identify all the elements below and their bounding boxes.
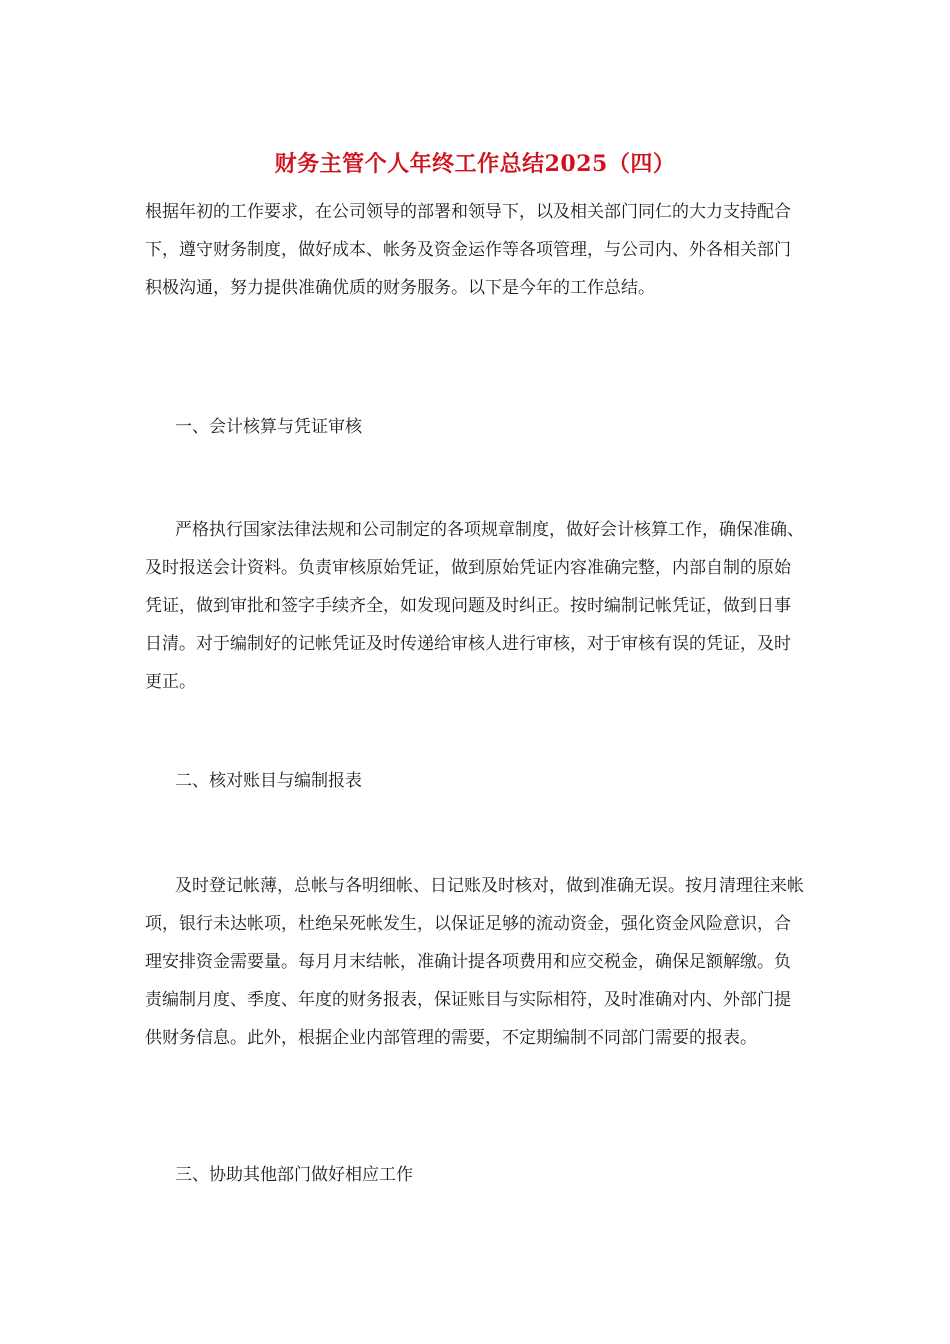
section-body-1: 严格执行国家法律法规和公司制定的各项规章制度，做好会计核算工作，确保准确、及时报送会计资料。负责审核原始凭证，做到原始凭证内容准确完整，内部自制的原始凭证，做到审批和签字手续齐全，如发现问题及时纠正。按时编制记帐凭证，做到日事日清。对于编制好的记帐凭证及时传递给审核人进行审核，对于审核有误的凭证，及时更正。 (145, 520, 804, 692)
section-heading-2: 二、核对账目与编制报表 (175, 771, 362, 791)
section-body-2: 及时登记帐薄，总帐与各明细帐、日记账及时核对，做到准确无误。按月清理往来帐项，银行未达帐项，杜绝呆死帐发生，以保证足够的流动资金，强化资金风险意识，合理安排资金需要量。每月月末结帐，准确计提各项费用和应交税金，确保足额解缴。负责编制月度、季度、年度的财务报表，保证账目与实际相符，及时准确对内、外部门提供财务信息。此外，根据企业内部管理的需要，不定期编制不同部门需要的报表。 (145, 876, 804, 1048)
section-heading-3: 三、协助其他部门做好相应工作 (175, 1165, 413, 1185)
intro-paragraph: 根据年初的工作要求，在公司领导的部署和领导下，以及相关部门同仁的大力支持配合下，遵守财务制度，做好成本、帐务及资金运作等各项管理，与公司内、外各相关部门积极沟通，努力提供准确优质的财务服务。以下是今年的工作总结。 (145, 202, 791, 298)
section-heading-1: 一、会计核算与凭证审核 (175, 417, 362, 437)
document-title: 财务主管个人年终工作总结2025（四） (274, 151, 676, 177)
